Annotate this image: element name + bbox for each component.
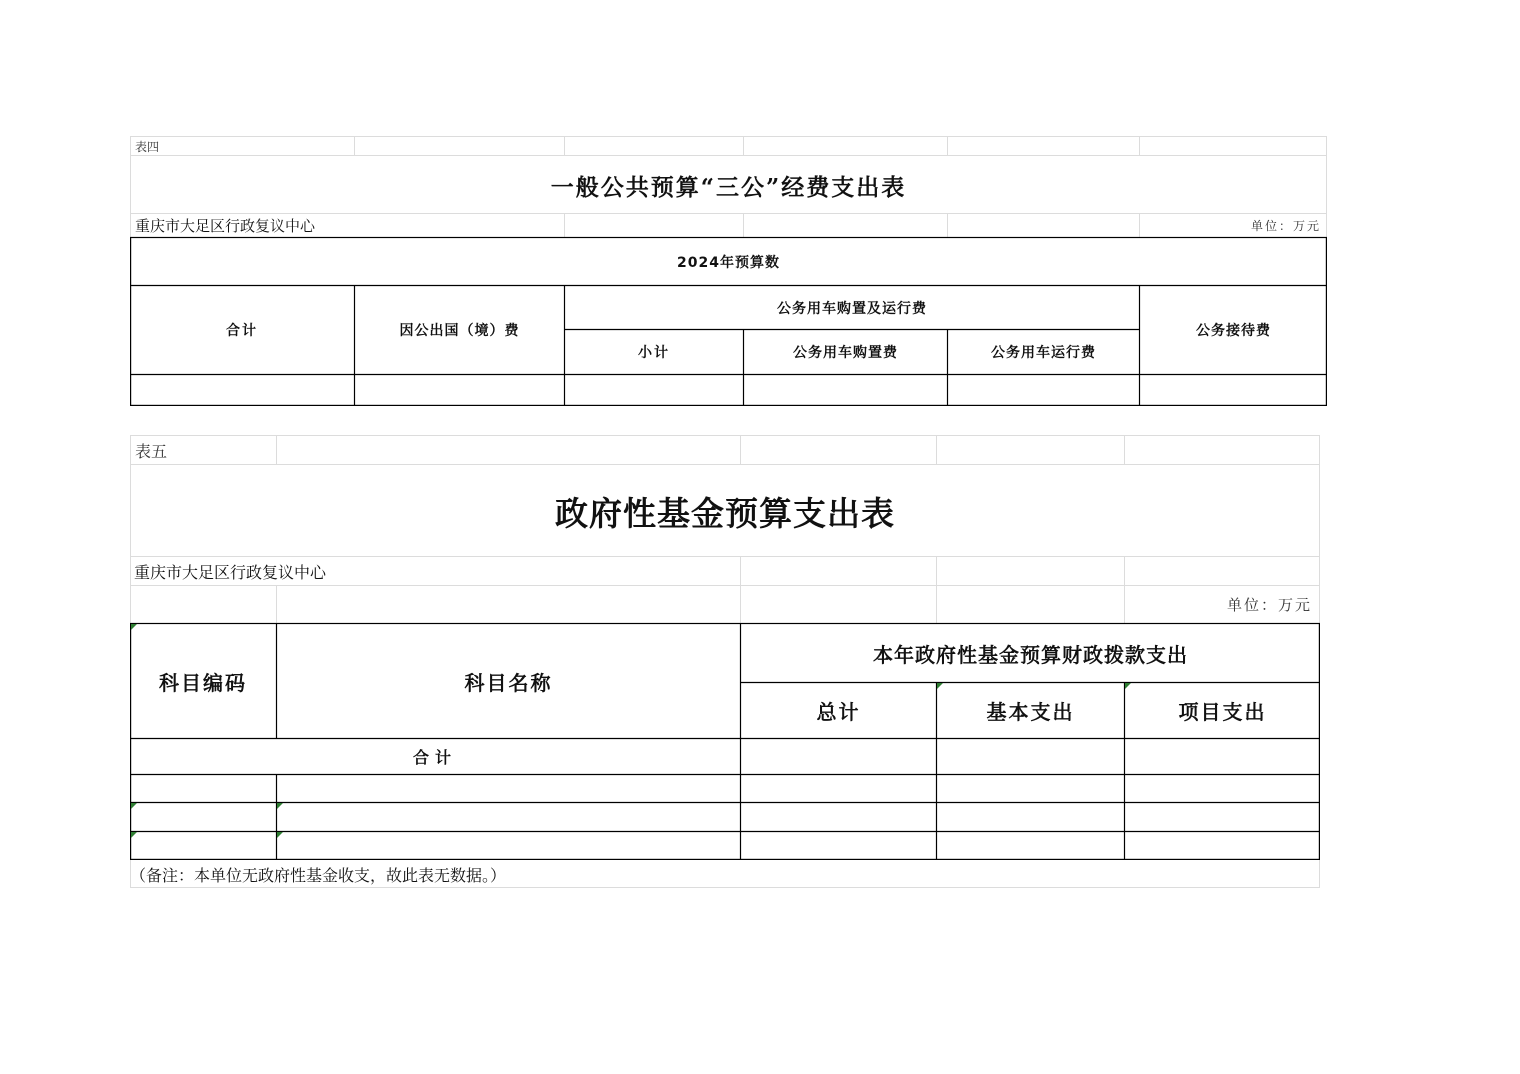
table5-unit-name: 重庆市大足区行政复议中心: [134, 563, 327, 582]
table4-col-operation: 公务用车运行费: [991, 345, 1096, 361]
table5-unit-label: 单位：万元: [1226, 596, 1312, 614]
cell-marker-icon: [277, 832, 283, 838]
table4-col-reception: 公务接待费: [1196, 323, 1271, 339]
cell-marker-icon: [131, 803, 137, 809]
table4-col-total: 合计: [226, 323, 258, 339]
table4-col-vehicle: 公务用车购置及运行费: [777, 300, 927, 317]
table4-col-abroad: 因公出国（境）费: [399, 323, 520, 339]
table4-unit-label: 单位：万元: [1250, 219, 1321, 233]
cell-marker-icon: [277, 803, 283, 809]
table5-note: （备注：本单位无政府性基金收支，故此表无数据。）: [130, 865, 507, 885]
table4-col-purchase: 公务用车购置费: [793, 345, 898, 361]
table5-row-total: 合计: [412, 748, 457, 767]
table5-col-code: 科目编码: [159, 670, 247, 695]
table4-col-subtotal: 小计: [638, 345, 670, 361]
cell-marker-icon: [131, 832, 137, 838]
table5-col-total: 总计: [816, 700, 861, 724]
table5-sheet: [130, 435, 1320, 889]
table4-number: 表四: [135, 139, 160, 154]
table4-header-year: 2024年预算数: [677, 254, 780, 271]
table4-title: 一般公共预算“三公”经费支出表: [550, 173, 907, 201]
table4-sheet: [130, 136, 1327, 406]
table5-title: 政府性基金预算支出表: [555, 493, 895, 533]
table5-number: 表五: [135, 441, 168, 461]
table4-unit-name: 重庆市大足区行政复议中心: [135, 217, 316, 235]
table5-col-basic: 基本支出: [986, 700, 1075, 724]
table5-col-group: 本年政府性基金预算财政拨款支出: [873, 642, 1188, 667]
table5-col-project: 项目支出: [1178, 700, 1267, 724]
table5-col-name: 科目名称: [464, 670, 553, 695]
